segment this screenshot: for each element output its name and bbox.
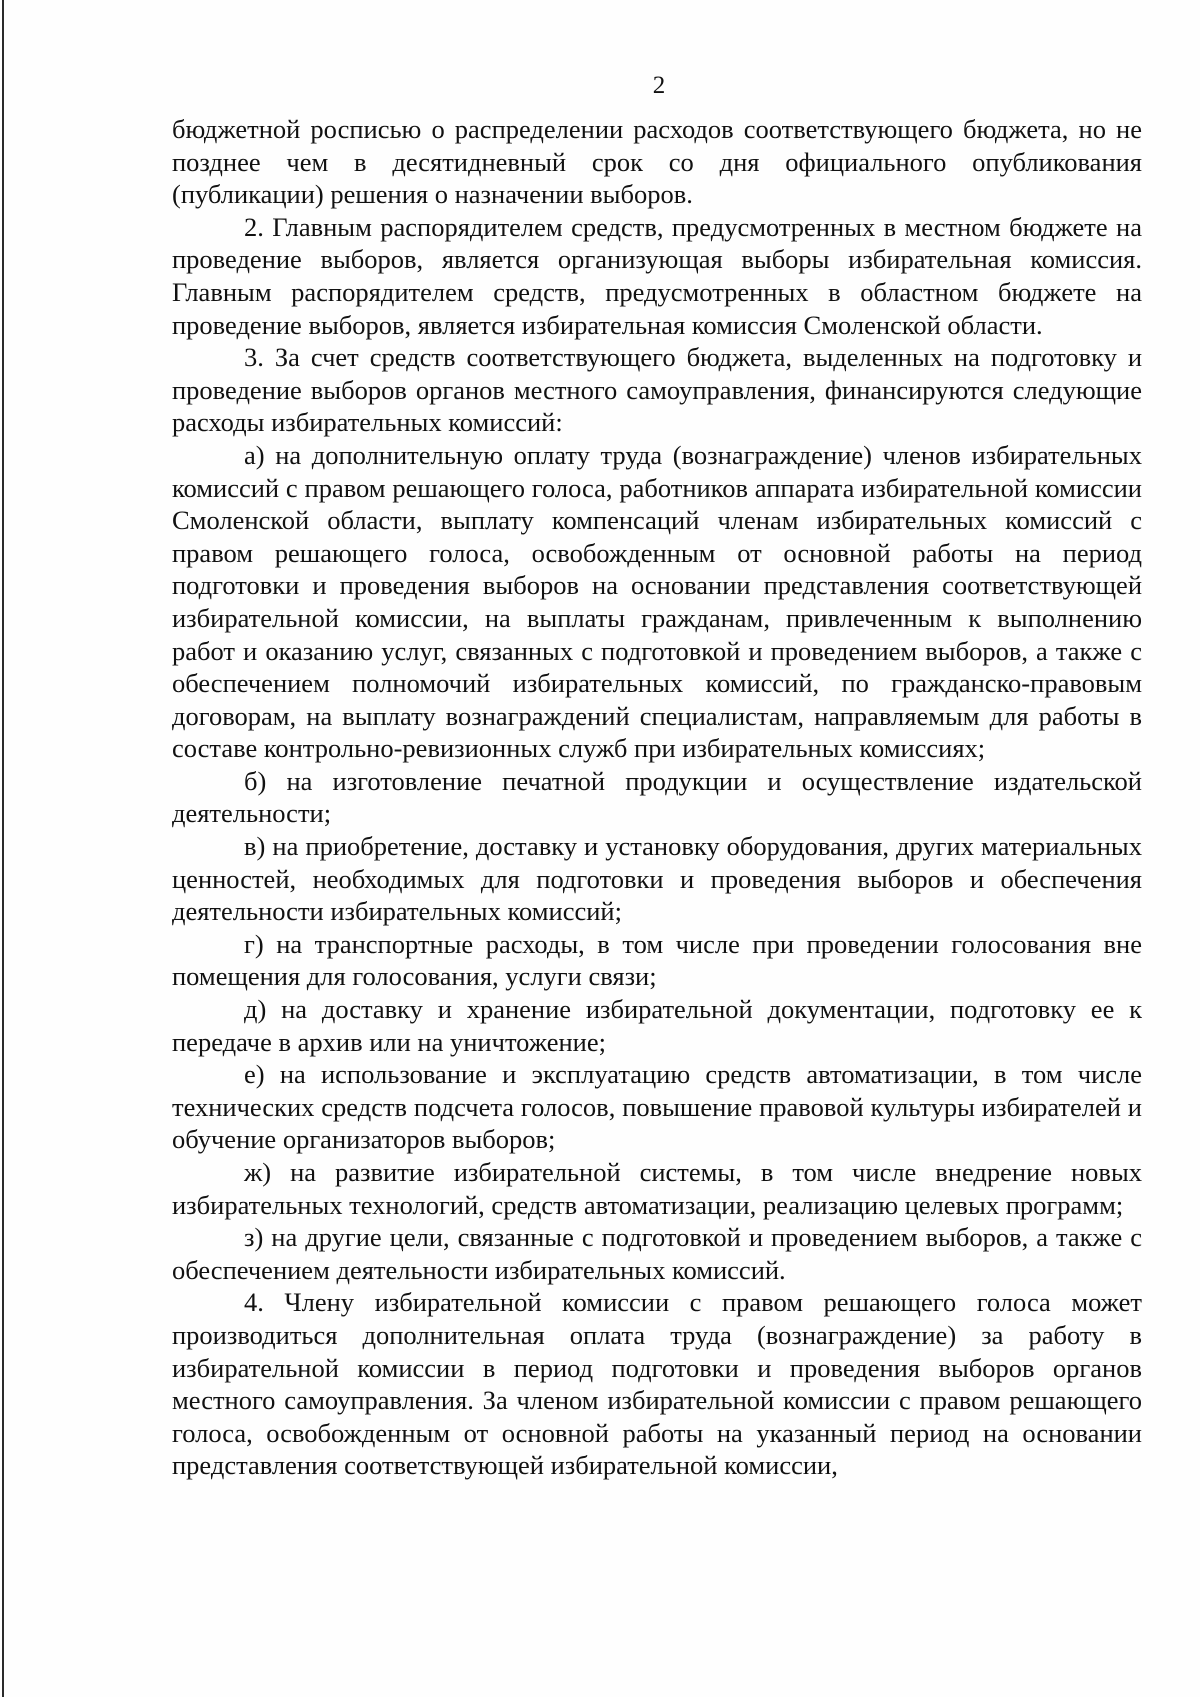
subitem-d: д) на доставку и хранение избирательной документации, подготовку ее к передаче в архив или на уничтожение;	[172, 994, 1142, 1057]
scan-edge-line	[2, 0, 4, 1697]
paragraph-item-2: 2. Главным распорядителем средств, предусмотренных в местном бюджете на проведение выборов, является организующая выборы избирательная комиссия. Главным распорядителем средств, предусмотренных в областном бюджете на проведение выборов, является избирательная комиссия Смоленской области.	[172, 211, 1142, 340]
subitem-v: в) на приобретение, доставку и установку оборудования, других материальных ценностей, необходимых для подготовки и проведения выборов и обеспечения деятельности избирательных комиссий;	[172, 831, 1142, 927]
subitem-b: б) на изготовление печатной продукции и осуществление издательской деятельности;	[172, 765, 1142, 829]
subitem-a: а) на дополнительную оплату труда (вознаграждение) членов избирательных комиссий с правом решающего голоса, работников аппарата избирательной комиссии Смоленской области, выплату компенсаций членам избирательных комиссий с правом решающего голоса, освобожденным от основной работы на период подготовки и проведения выборов на основании представления соответствующей избирательной комиссии, на выплаты гражданам, привлеченным к выполнению работ и оказанию услуг, связанных с подготовкой и проведением выборов, а также с обеспечением полномочий избирательных комиссий, по гражданско-правовым договорам, на выплату вознаграждений специалистам, направляемым для работы в составе контрольно-ревизионных служб при избирательных комиссиях;	[172, 439, 1142, 764]
document-body	[172, 113, 1142, 1482]
subitem-z: з) на другие цели, связанные с подготовкой и проведением выборов, а также с обеспечением деятельности избирательных комиссий.	[172, 1222, 1142, 1285]
paragraph-continuation: бюджетной росписью о распределении расходов соответствующего бюджета, но не позднее чем в десятидневный срок со дня официального опубликования (публикации) решения о назначении выборов.	[172, 114, 1142, 210]
paragraph-item-3: 3. За счет средств соответствующего бюджета, выделенных на подготовку и проведение выборов органов местного самоуправления, финансируются следующие расходы избирательных комиссий:	[172, 342, 1142, 438]
subitem-zh: ж) на развитие избирательной системы, в том числе внедрение новых избирательных технологий, средств автоматизации, реализацию целевых программ;	[172, 1157, 1142, 1220]
subitem-g: г) на транспортные расходы, в том числе при проведении голосования вне помещения для голосования, услуги связи;	[172, 928, 1142, 992]
subitem-e: е) на использование и эксплуатацию средств автоматизации, в том числе технических средств подсчета голосов, повышение правовой культуры избирателей и обучение организаторов выборов;	[172, 1059, 1142, 1155]
paragraph-item-4: 4. Члену избирательной комиссии с правом решающего голоса может производиться дополнительная оплата труда (вознаграждение) за работу в избирательной комиссии в период подготовки и проведения выборов органов местного самоуправления. За членом избирательной комиссии с правом решающего голоса, освобожденным от основной работы на указанный период на основании представления соответствующей избирательной комиссии,	[172, 1287, 1142, 1481]
page-number: 2	[652, 72, 666, 99]
